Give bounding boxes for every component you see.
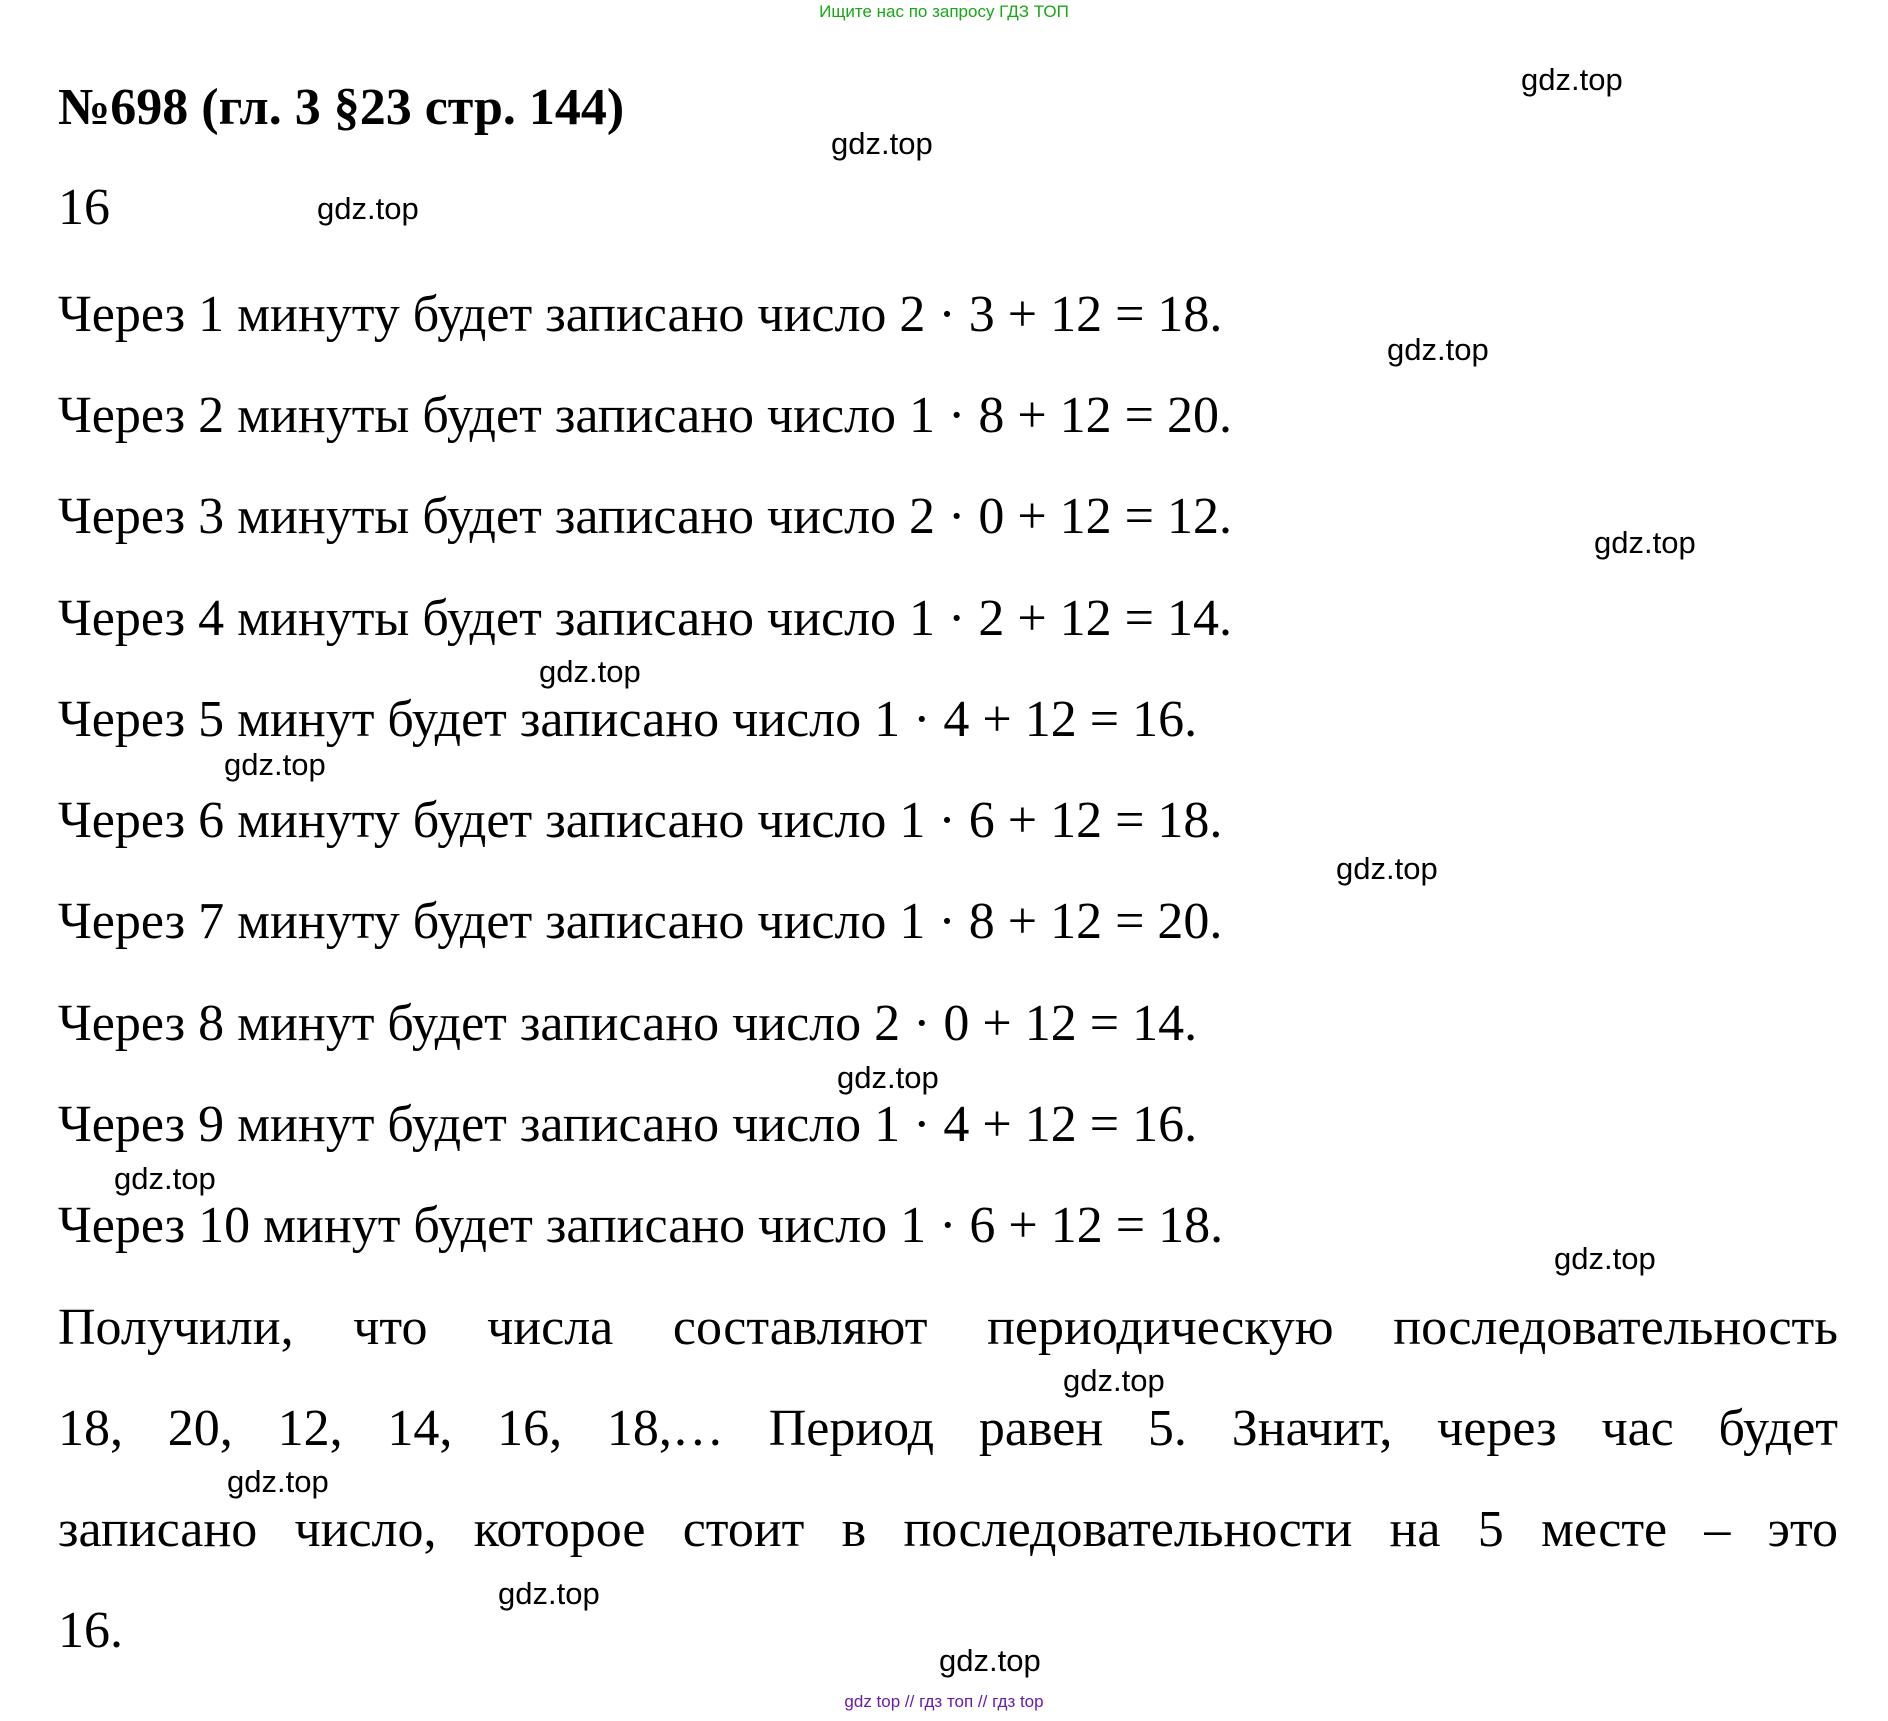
watermark: gdz.top	[1554, 1241, 1656, 1276]
watermark: gdz.top	[1521, 62, 1623, 97]
watermark: gdz.top	[939, 1643, 1041, 1678]
solution-line-8: Через 8 минут будет записано число 2 · 0 + 12 = 14.	[58, 995, 1198, 1052]
solution-line-3: Через 3 минуты будет записано число 2 · 0 + 12 = 12.	[58, 488, 1233, 545]
watermark: gdz.top	[837, 1060, 939, 1095]
conclusion-line-3: записано число, которое стоит в последовательности на 5 месте – это	[58, 1501, 1838, 1558]
watermark: gdz.top	[498, 1576, 600, 1611]
solution-line-2: Через 2 минуты будет записано число 1 · 8 + 12 = 20.	[58, 387, 1233, 444]
watermark: gdz.top	[1063, 1363, 1165, 1398]
watermark: gdz.top	[1336, 851, 1438, 886]
conclusion-line-1: Получили, что числа составляют периодическую последовательность	[58, 1299, 1838, 1356]
conclusion-line-4: 16.	[58, 1602, 123, 1659]
watermark: gdz.top	[831, 126, 933, 161]
watermark: gdz.top	[114, 1161, 216, 1196]
watermark: gdz.top	[317, 191, 419, 226]
solution-line-10: Через 10 минут будет записано число 1 · 6 + 12 = 18.	[58, 1197, 1224, 1254]
solution-line-5: Через 5 минут будет записано число 1 · 4 + 12 = 16.	[58, 691, 1198, 748]
conclusion-line-2: 18, 20, 12, 14, 16, 18,… Период равен 5. Значит, через час будет	[58, 1400, 1838, 1457]
solution-line-1: Через 1 минуту будет записано число 2 · 3 + 12 = 18.	[58, 286, 1223, 343]
watermark: gdz.top	[539, 654, 641, 689]
watermark: gdz.top	[1387, 332, 1489, 367]
top-banner[interactable]: Ищите нас по запросу ГДЗ ТОП	[819, 2, 1069, 21]
answer-value: 16	[58, 179, 110, 236]
solution-line-9: Через 9 минут будет записано число 1 · 4 + 12 = 16.	[58, 1096, 1198, 1153]
exercise-title: №698 (гл. 3 §23 стр. 144)	[58, 79, 625, 136]
watermark: gdz.top	[1594, 525, 1696, 560]
watermark: gdz.top	[227, 1464, 329, 1499]
watermark: gdz.top	[224, 747, 326, 782]
solution-line-4: Через 4 минуты будет записано число 1 · 2 + 12 = 14.	[58, 590, 1233, 647]
solution-line-6: Через 6 минуту будет записано число 1 · 6 + 12 = 18.	[58, 792, 1223, 849]
bottom-banner[interactable]: gdz top // гдз топ // гдз top	[844, 1692, 1044, 1711]
solution-line-7: Через 7 минуту будет записано число 1 · 8 + 12 = 20.	[58, 893, 1223, 950]
